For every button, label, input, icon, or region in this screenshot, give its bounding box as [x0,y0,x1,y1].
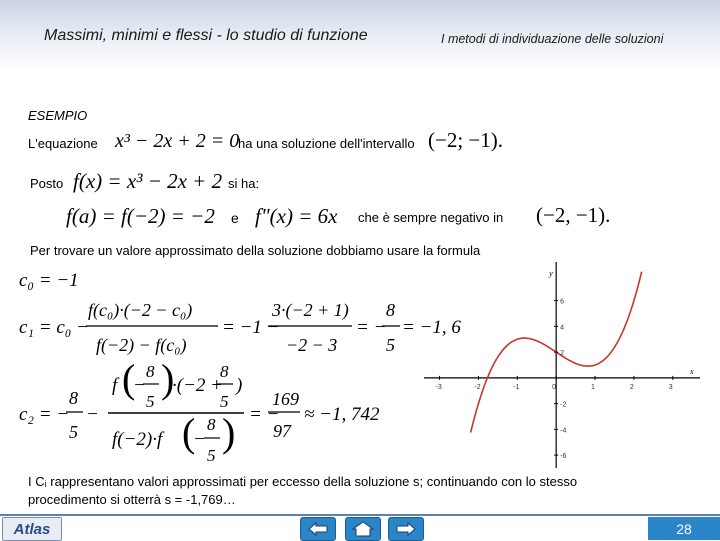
c2-frac-num: 8 [69,388,78,408]
c1-result: = −1, 6 [402,317,461,338]
y-tick-label: -6 [560,453,567,461]
x-tick-label: 3 [668,383,673,391]
c2-den-2: 97 [273,421,291,441]
c2-minus: − [86,404,99,425]
line2-suffix: si ha: [228,176,260,191]
conjunction: e [231,210,239,226]
c2-den-paren-close: ) [222,410,236,455]
interval-2: (−2, −1). [536,203,611,227]
x-tick-label: 0 [552,383,557,391]
c2-lhs: c₂ = − [19,404,70,425]
home-button[interactable] [345,517,381,541]
c2-bracket-num: 8 [220,362,229,381]
line1-middle: ha una soluzione dell'intervallo [238,136,415,151]
c1-lhs: c₁ = c₀ − [19,317,89,338]
c2-den-minus: − [193,429,206,450]
formula-intro: Per trovare un valore approssimato della soluzione dobbiamo usare la formula [30,243,481,258]
c2-close: ) [236,375,243,396]
c2-den-num: 8 [207,415,216,434]
fa-expression: f(a) = f(−2) = −2 [66,204,215,228]
prev-button[interactable] [300,517,336,541]
conclusion-line-2: procedimento si otterrà s = -1,769… [28,492,236,507]
second-derivative: f"(x) = 6x [255,204,338,228]
conclusion-line-1: I Cᵢ rappresentano valori approssimati per eccesso della soluzione s; continuando con lo stesso [28,474,578,489]
y-tick-label: 6 [560,298,565,306]
interval: (−2; −1). [428,128,504,152]
x-tick-label: 1 [591,383,595,391]
y-axis-label: y [549,269,553,278]
home-icon [352,521,374,537]
c2-den-start: f(−2)·f [112,429,163,450]
y-tick-label: 2 [560,350,565,358]
c2-result: ≈ −1, 742 [304,404,380,425]
x-tick-label: -2 [474,383,481,391]
atlas-logo [2,517,62,541]
x-tick-label: -1 [513,383,520,391]
y-tick-label: -2 [560,401,567,409]
next-button[interactable] [388,517,424,541]
c2-bracket-tail: ·(−2 + [172,375,223,396]
c2-inner-minus: − [133,375,146,396]
equation: x³ − 2x + 2 = 0 [115,130,240,152]
header-title: Massimi, minimi e flessi - lo studio di funzione [44,27,368,44]
line1-prefix: L'equazione [28,136,98,151]
footer-divider [0,514,720,516]
c2-bracket-den: 5 [220,392,229,411]
atlas-logo-text: Atlas [13,520,51,538]
c2-inner-den: 5 [146,392,155,411]
example-label: ESEMPIO [28,108,88,123]
function-graph [424,262,700,468]
function-definition: f(x) = x³ − 2x + 2 [73,169,223,193]
c2-num-2: 169 [272,389,299,409]
negative-text: che è sempre negativo in [358,210,504,225]
x-axis-label: x [690,366,694,376]
y-tick-label: -4 [560,427,567,435]
c2-den-paren-open: ( [182,410,196,455]
c1-eq-2: = − [356,317,387,338]
page-number: 28 [648,517,720,540]
c1-denominator-3: 5 [386,335,395,355]
c2-eq: = − [249,404,280,425]
header-subtitle: I metodi di individuazione delle soluzioni [441,32,664,46]
c1-numerator-2: 3·(−2 + 1) [272,300,349,320]
y-tick-label: 4 [560,324,565,332]
right-arrow-icon [395,521,417,537]
c2-den-den: 5 [207,446,216,465]
c1-numerator: f(c₀)·(−2 − c₀) [88,300,193,320]
c2-inner-num: 8 [146,362,155,381]
c2-frac-den: 5 [69,422,78,442]
c2-paren-open: ( [122,356,136,401]
x-tick-label: -3 [435,383,442,391]
c0-formula: c₀ = −1 [19,270,79,291]
c1-eq: = −1 − [222,317,280,338]
x-tick-label: 2 [629,383,634,391]
line2-prefix: Posto [30,176,64,191]
left-arrow-icon [307,521,329,537]
c1-denominator-2: −2 − 3 [286,335,338,355]
c2-paren-close: ) [161,356,175,401]
c1-numerator-3: 8 [386,300,395,320]
c1-denominator: f(−2) − f(c₀) [96,335,187,355]
c2-f: f [112,375,118,396]
